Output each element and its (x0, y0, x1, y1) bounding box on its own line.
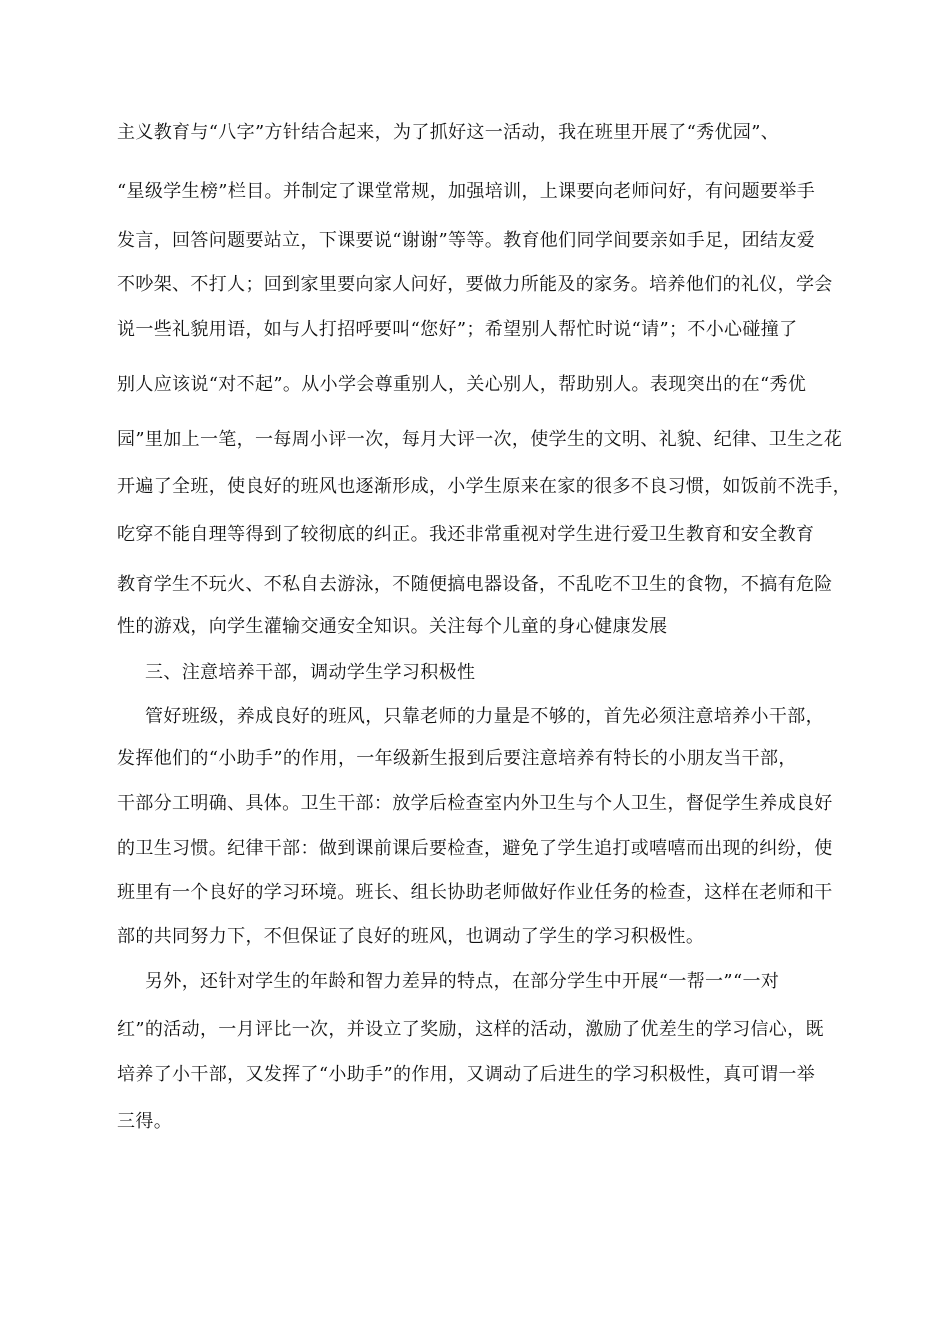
paragraph-line: 发挥他们的“小助手”的作用，一年级新生报到后要注意培养有特长的小朋友当干部， (117, 748, 797, 769)
paragraph-line: 别人应该说“对不起”。从小学会尊重别人，关心别人，帮助别人。表现突出的在“秀优 (117, 374, 807, 395)
paragraph-line: 主义教育与“八字”方针结合起来，为了抓好这一活动，我在班里开展了“秀优园”、 (117, 122, 780, 143)
paragraph-line: 开遍了全班，使良好的班风也逐渐形成，小学生原来在家的很多不良习惯，如饭前不洗手， (117, 476, 851, 497)
paragraph-line: 部的共同努力下，不但保证了良好的班风，也调动了学生的学习积极性。 (117, 926, 705, 947)
paragraph-line: 发言，回答问题要站立，下课要说“谢谢”等等。教育他们同学间要亲如手足，团结友爱 (117, 230, 816, 251)
paragraph-line: 培养了小干部，又发挥了“小助手”的作用，又调动了后进生的学习积极性，真可谓一举 (117, 1064, 816, 1085)
paragraph-line: 的卫生习惯。纪律干部：做到课前课后要检查，避免了学生追打或嘻嘻而出现的纠纷，使 (117, 838, 833, 859)
paragraph-line: “星级学生榜”栏目。并制定了课堂常规，加强培训，上课要向老师问好，有问题要举手 (117, 181, 816, 202)
paragraph-line: 说一些礼貌用语，如与人打招呼要叫“您好”；希望别人帮忙时说“请”；不小心碰撞了 (117, 319, 798, 340)
paragraph-line: 吃穿不能自理等得到了较彻底的纠正。我还非常重视对学生进行爱卫生教育和安全教育 (117, 524, 815, 545)
paragraph-line: 班里有一个良好的学习环境。班长、组长协助老师做好作业任务的检查，这样在老师和干 (117, 882, 833, 903)
paragraph-line: 性的游戏，向学生灌输交通安全知识。关注每个儿童的身心健康发展 (117, 616, 668, 637)
paragraph-line: 干部分工明确、具体。卫生干部：放学后检查室内外卫生与个人卫生，督促学生养成良好 (117, 793, 833, 814)
paragraph-line: 三得。 (117, 1111, 173, 1132)
paragraph-line: 园”里加上一笔，一每周小评一次，每月大评一次，使学生的文明、礼貌、纪律、卫生之花 (117, 429, 843, 450)
section-heading: 三、注意培养干部，调动学生学习积极性 (145, 662, 476, 683)
paragraph-line: 不吵架、不打人；回到家里要向家人问好，要做力所能及的家务。培养他们的礼仪，学会 (117, 274, 833, 295)
paragraph-line: 红”的活动，一月评比一次，并设立了奖励，这样的活动，激励了优差生的学习信心，既 (117, 1019, 824, 1040)
paragraph-line: 另外，还针对学生的年龄和智力差异的特点，在部分学生中开展“一帮一”“一对 (145, 971, 780, 992)
paragraph-line: 教育学生不玩火、不私自去游泳，不随便搞电器设备，不乱吃不卫生的食物，不搞有危险 (117, 574, 833, 595)
paragraph-line: 管好班级，养成良好的班风，只靠老师的力量是不够的，首先必须注意培养小干部， (145, 706, 824, 727)
